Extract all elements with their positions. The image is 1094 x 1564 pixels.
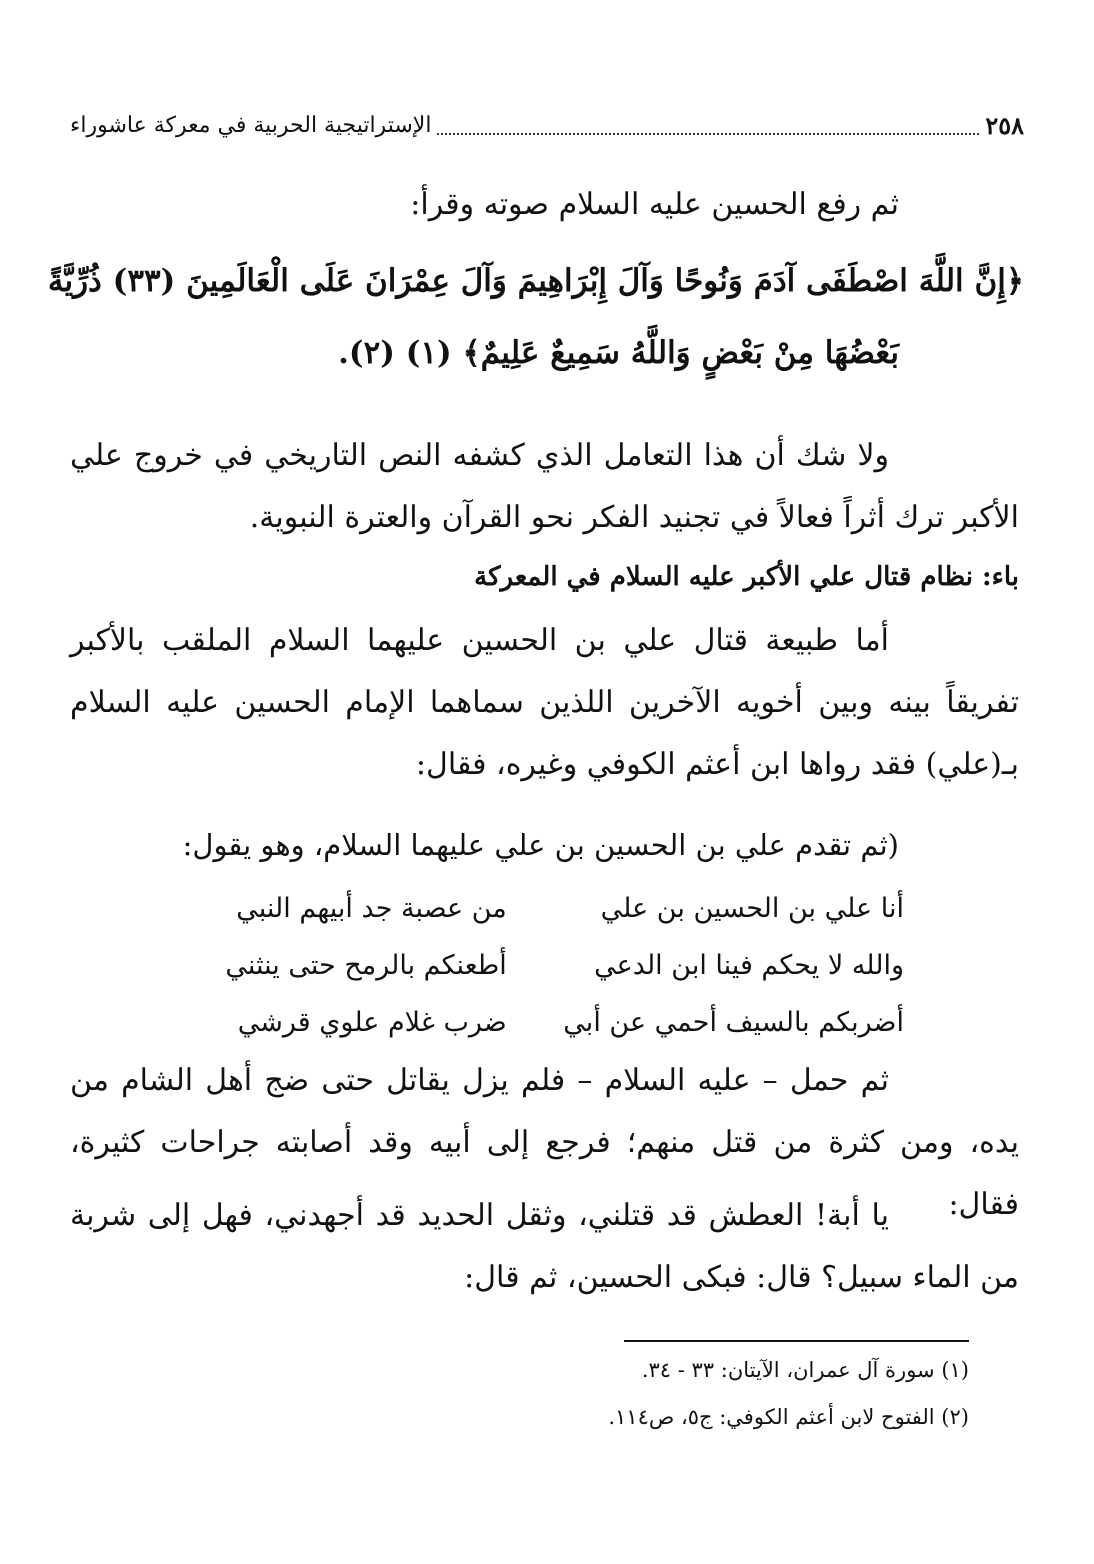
poem: [140, 880, 904, 1051]
verse-line-1: ﴿إِنَّ اللَّهَ اصْطَفَى آدَمَ وَنُوحًا وَآلَ إِبْرَاهِيمَ وَآلَ عِمْرَانَ عَلَى الْعَالَمِينَ (٣٣) ذُرِّيَّةً: [47, 263, 1024, 299]
poem-hemistich-right: أضربكم بالسيف أحمي عن أبي: [563, 1007, 904, 1038]
paragraph-3: ثم حمل – عليه السلام – فلم يزل يقاتل حتى ضج أهل الشام من يده، ومن كثرة من قتل منهم؛ فرجع إلى أبيه وقد أصابته جراحات كثيرة، فقال:: [70, 1063, 1019, 1222]
poem-verse-3: [140, 994, 904, 1051]
running-title: الإستراتيجية الحربية في معركة عاشوراء: [70, 112, 432, 138]
poem-hemistich-left: ضرب غلام علوي قرشي: [237, 1007, 507, 1038]
paragraph-2: أما طبيعة قتال علي بن الحسين عليهما السلام الملقب بالأكبر تفريقاً بينه وبين أخويه الآخرين اللذين سماهما الإمام الحسين عليه السلام بـ(علي) فقد رواها ابن أعثم الكوفي وغيره، فقال:: [70, 623, 1019, 782]
running-header: [70, 100, 1024, 150]
poem-verse-1: [140, 880, 904, 937]
poem-hemistich-left: من عصبة جد أبيهم النبي: [236, 893, 507, 924]
footnote-2: (٢) الفتوح لابن أعثم الكوفي: ج٥، ص١١٤.: [608, 1405, 969, 1429]
intro-line: ثم رفع الحسين عليه السلام صوته وقرأ:: [410, 187, 899, 222]
header-leader-dots: [437, 115, 979, 135]
quran-verse: [47, 245, 1024, 389]
quote-intro: (ثم تقدم علي بن الحسين بن علي عليهما السلام، وهو يقول:: [182, 828, 899, 862]
section-heading: باء: نظام قتال علي الأكبر عليه السلام في المعركة: [474, 562, 1019, 592]
poem-hemistich-right: أنا علي بن الحسين بن علي: [600, 893, 904, 924]
footnote-separator: [624, 1340, 969, 1342]
poem-verse-2: [140, 937, 904, 994]
verse-line-2: بَعْضُهَا مِنْ بَعْضٍ وَاللَّهُ سَمِيعٌ عَلِيمٌ﴾ (١) (٢).: [338, 335, 899, 371]
paragraph-4: يا أبة! العطش قد قتلني، وثقل الحديد قد أجهدني، فهل إلى شربة من الماء سبيل؟ قال: فبكى الحسين، ثم قال:: [70, 1198, 1019, 1295]
page-number: ٢٥٨: [985, 110, 1024, 140]
poem-hemistich-left: أطعنكم بالرمح حتى ينثني: [225, 950, 507, 981]
footnote-1: (١) سورة آل عمران، الآيتان: ٣٣ - ٣٤.: [641, 1358, 969, 1382]
paragraph-1: ولا شك أن هذا التعامل الذي كشفه النص التاريخي في خروج علي الأكبر ترك أثراً فعالاً في تجنيد الفكر نحو القرآن والعترة النبوية.: [70, 438, 1019, 535]
poem-hemistich-right: والله لا يحكم فينا ابن الدعي: [594, 950, 904, 981]
